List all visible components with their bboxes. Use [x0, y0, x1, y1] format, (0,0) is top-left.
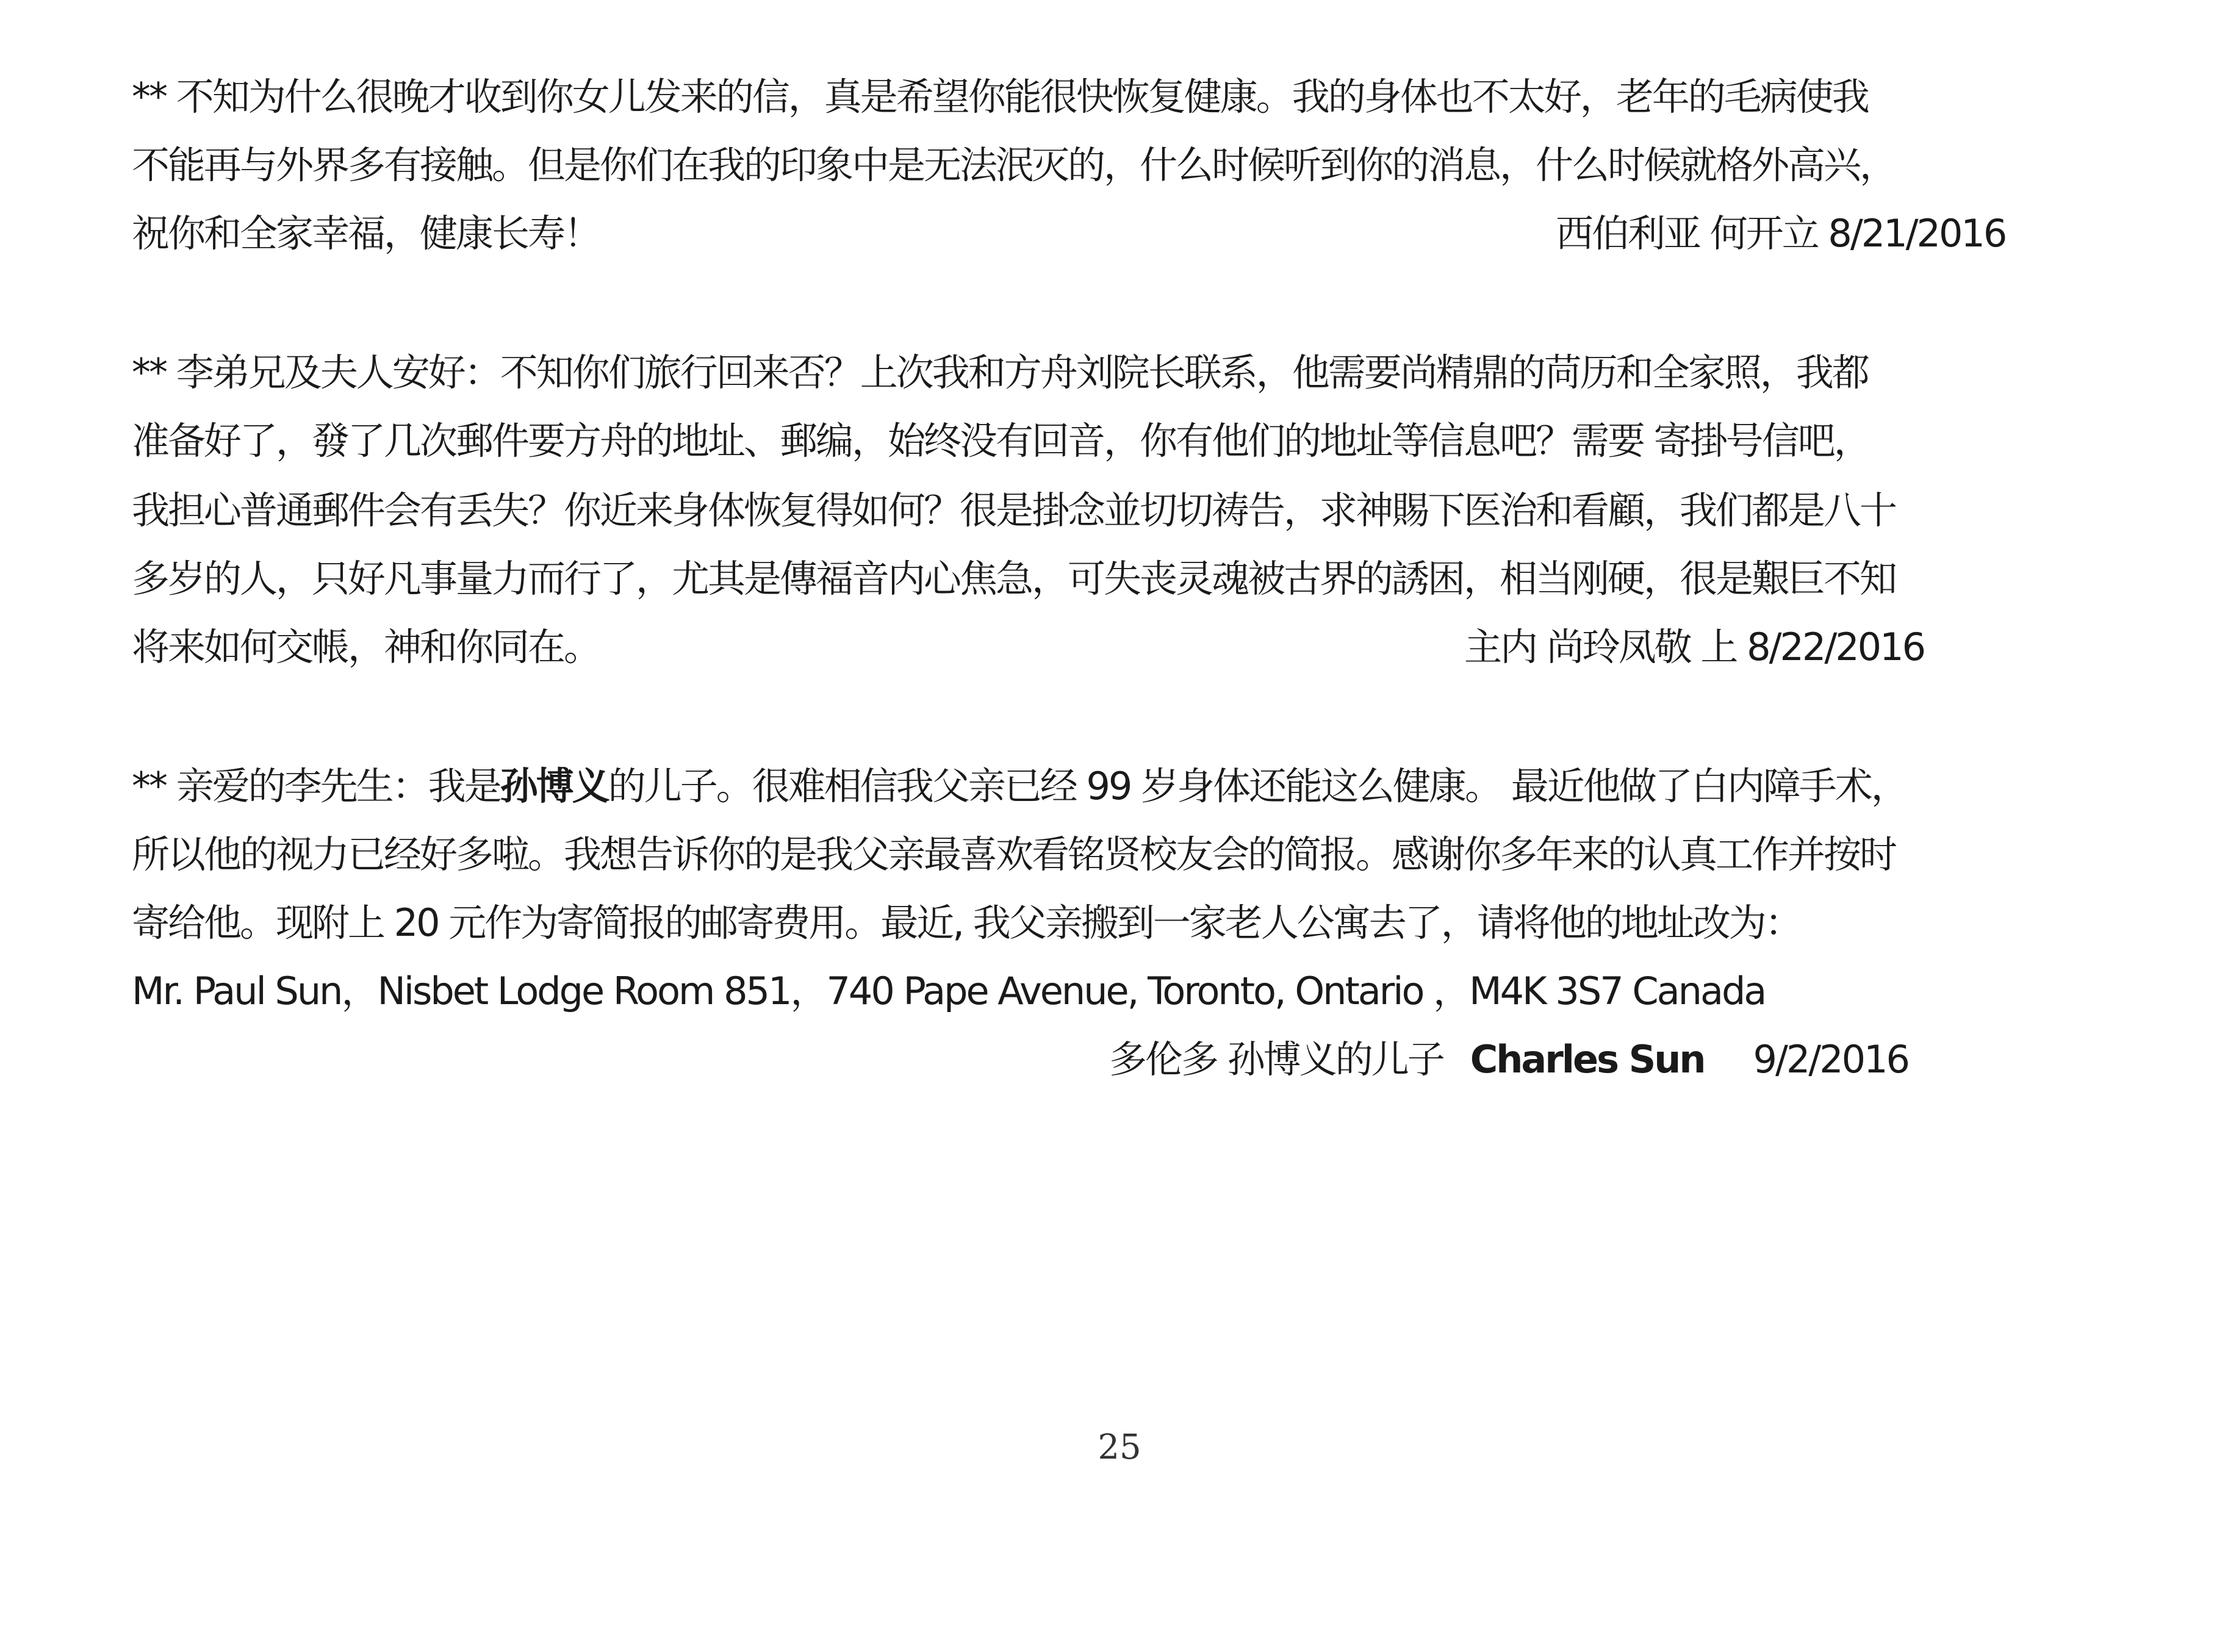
letter-3-signature-name: Charles Sun [1470, 1037, 1705, 1082]
letter-3-father-name: 孙博义 [500, 764, 608, 808]
letter-2-line-5: 将来如何交帳，神和你同在。 [132, 625, 600, 669]
letter-2-line-2: 准备好了，發了几次郵件要方舟的地址、郵编，始终没有回音，你有他们的地址等信息吧？需要 寄掛号信吧， [132, 418, 1870, 463]
letter-1-signature: 西伯利亚 何开立 8/21/2016 [1556, 211, 2006, 256]
letter-3-signature [1109, 1037, 1908, 1082]
letter-1-line-1: ** 不知为什么很晚才收到你女儿发来的信，真是希望你能很快恢复健康。我的身体也不太好，老年的毛病使我 [132, 74, 1868, 119]
letter-1-line-3: 祝你和全家幸福，健康长寿！ [132, 211, 600, 256]
letter-2-signature: 主内 尚玲凤敬 上 8/22/2016 [1464, 625, 1925, 669]
letter-2-line-4: 多岁的人，只好凡事量力而行了，尤其是傳福音内心焦急，可失丧灵魂被古界的誘困，相当刚硬，很是艱巨不知 [132, 556, 1896, 601]
document-page: ** 不知为什么很晚才收到你女儿发来的信，真是希望你能很快恢复健康。我的身体也不太好，老年的毛病使我 不能再与外界多有接触。但是你们在我的印象中是无法泯灭的，什么时候听到你的消息，什么时候就格外高兴， 祝你和全家幸福，健康长寿！ 西伯利亚 何开立 8/21/2016 ** 李弟兄及夫人安好：不知你们旅行回来否？上次我和方舟刘院长联系，他需要尚精鼎的苘历和全家照，我都 准备好了，發了几次郵件要方舟的地址、郵编，始终没有回音，你有他们的地址等信息吧？需要 寄掛号信吧， 我担心普通郵件会有丢失？你近来身体恢复得如何？很是掛念並切切祷告，求神賜下医治和看顧，我们都是八十 多岁的人，只好凡事量力而行了，尤其是傳福音内心焦急，可失丧灵魂被古界的誘困，相当刚硬，很是艱巨不知 将来如何交帳，神和你同在。 主内 尚玲凤敬 上 8/22/2016 ** 亲爱的李先生：我是孙博义的儿子。很难相信我父亲已经 99 岁身体还能这么健康。 最近他做了白内障手术， 所以他的视力已经好多啦。我想告诉你的是我父亲最喜欢看铭贤校友会的简报。感谢你多年来的认真工作并按时 寄给他。现附上 20 元作为寄简报的邮寄费用。最近, 我父亲搬到一家老人公寓去了，请将他的地址改为： Mr. Paul Sun，Nisbet Lodge Room 851，740 Pape Avenue, Toronto, Ontario ，M4K 3S7 Canada 多伦多 孙博义的儿子 Charles Sun 9/2/2016 25 [0, 0, 2239, 1652]
letter-3-line-3: 寄给他。现附上 20 元作为寄简报的邮寄费用。最近, 我父亲搬到一家老人公寓去了，请将他的地址改为： [132, 900, 1801, 945]
letter-3-address-line: Mr. Paul Sun，Nisbet Lodge Room 851，740 Pape Avenue, Toronto, Ontario ，M4K 3S7 Canada [132, 969, 1766, 1013]
letter-3-line-1-after: 的儿子。很难相信我父亲已经 99 岁身体还能这么健康。 最近他做了白内障手术， [608, 764, 1907, 808]
letter-2-line-3: 我担心普通郵件会有丢失？你近来身体恢复得如何？很是掛念並切切祷告，求神賜下医治和看顧，我们都是八十 [132, 488, 1896, 533]
letter-3-line-1 [132, 764, 1907, 808]
letter-3-signature-prefix: 多伦多 孙博义的儿子 [1109, 1037, 1443, 1082]
letter-3-signature-date: 9/2/2016 [1753, 1037, 1908, 1082]
letter-2-line-1: ** 李弟兄及夫人安好：不知你们旅行回来否？上次我和方舟刘院长联系，他需要尚精鼎的苘历和全家照，我都 [132, 350, 1868, 395]
letter-1-line-2: 不能再与外界多有接触。但是你们在我的印象中是无法泯灭的，什么时候听到你的消息，什么时候就格外高兴， [132, 143, 1896, 187]
letter-3-line-1-before: ** 亲爱的李先生：我是 [132, 764, 500, 808]
letter-3-line-2: 所以他的视力已经好多啦。我想告诉你的是我父亲最喜欢看铭贤校友会的简报。感谢你多年来的认真工作并按时 [132, 832, 1896, 877]
